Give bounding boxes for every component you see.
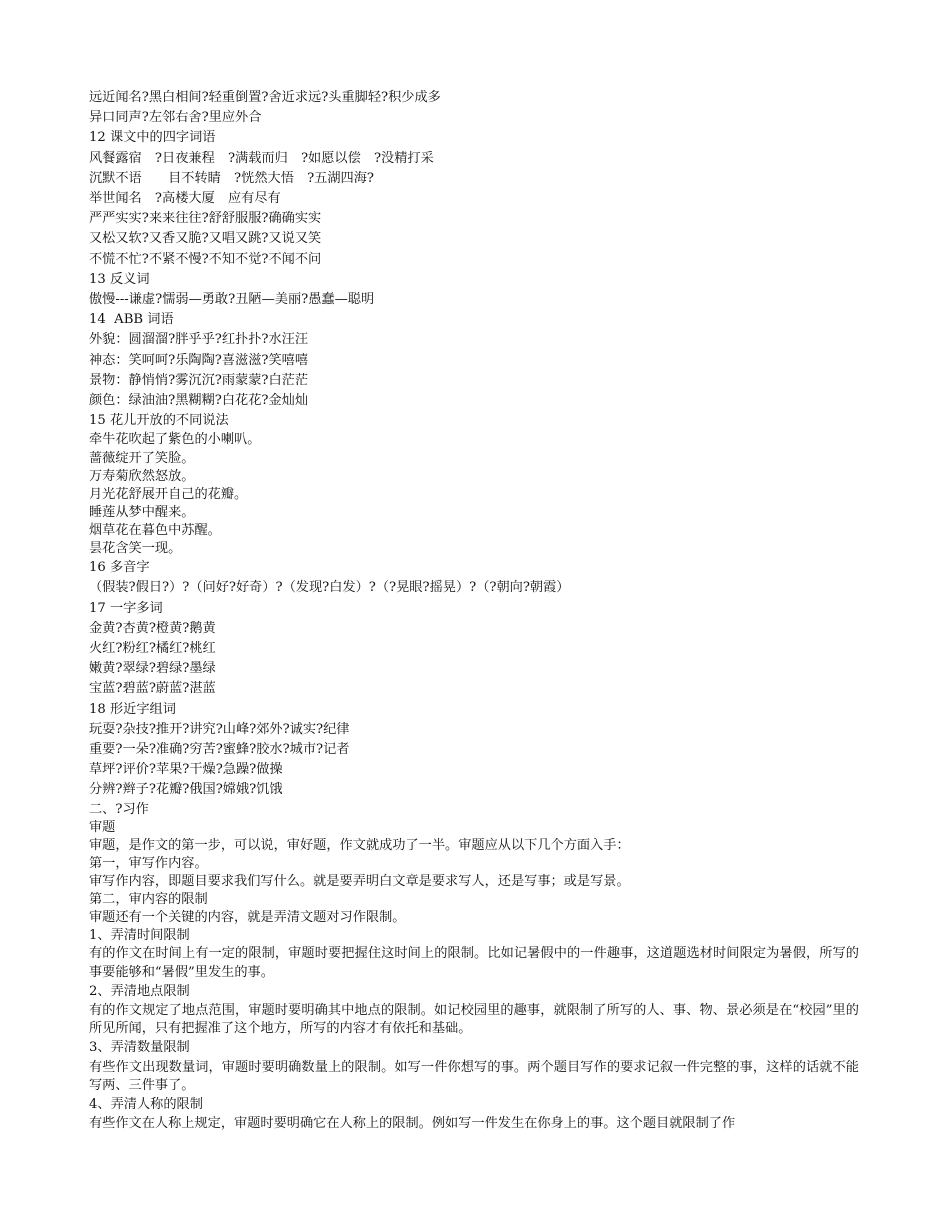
text-line: 月光花舒展开自己的花瓣。: [89, 486, 248, 502]
heading-person-limit: 4、弄清人称的限制: [89, 1096, 203, 1112]
text-line: 玩耍?杂技?推开?讲究?山峰?郊外?诚实?纪律: [89, 721, 350, 737]
text-line: 外貌：圆溜溜?胖乎乎?红扑扑?水汪汪: [89, 332, 309, 348]
text-line: 16 多音字: [89, 560, 150, 576]
text-line: 金黄?杏黄?橙黄?鹅黄: [89, 620, 216, 636]
text-line: 万寿菊欣然怒放。: [89, 468, 195, 484]
text-line: 颜色：绿油油?黑糊糊?白花花?金灿灿: [89, 393, 309, 409]
text-line: 草坪?评价?苹果?干燥?急躁?做操: [89, 762, 283, 778]
text-line: 景物：静悄悄?雾沉沉?雨蒙蒙?白茫茫: [89, 372, 309, 388]
text-line: 分辨?辫子?花瓣?俄国?嫦娥?饥饿: [89, 782, 283, 798]
text-line: 13 反义词: [89, 271, 150, 287]
heading-quantity-limit: 3、弄清数量限制: [89, 1040, 190, 1056]
text-line: 傲慢---谦虚?懦弱—勇敢?丑陋—美丽?愚蠢—聪明: [89, 292, 375, 308]
text-line: 审题，是作文的第一步，可以说，审好题，作文就成功了一半。审题应从以下几个方面入手：: [89, 837, 630, 853]
text-line: 又松又软?又香又脆?又唱又跳?又说又笑: [89, 231, 322, 247]
text-line: 宝蓝?碧蓝?蔚蓝?湛蓝: [89, 681, 216, 697]
paragraph-quantity-limit: 有些作文出现数量词，审题时要明确数量上的限制。如写一件你想写的事。两个题目写作的要求记叙一件完整的事，这样的话就不能写两、三件事了。: [89, 1059, 859, 1093]
paragraph-time-limit: 有的作文在时间上有一定的限制，审题时要把握住这时间上的限制。比如记暑假中的一件趣事，这道题选材时间限定为暑假，所写的事要能够和“暑假”里发生的事。: [89, 946, 859, 980]
text-line: 昙花含笑一现。: [89, 541, 182, 557]
text-line: 嫩黄?翠绿?碧绿?墨绿: [89, 661, 216, 677]
text-line: 审题还有一个关键的内容，就是弄清文题对习作限制。: [89, 910, 406, 926]
flower-sentences: [89, 431, 859, 558]
heading-place-limit: 2、弄清地点限制: [89, 983, 190, 999]
text-line: 蔷薇绽开了笑脸。: [89, 450, 195, 466]
paragraph-person-limit: 有些作文在人称上规定，审题时要明确它在人称上的限制。例如写一件发生在你身上的事。这个题目就限制了作: [89, 1116, 736, 1132]
text-line: 审写作内容，即题目要求我们写什么。就是要弄明白文章是要求写人，还是写事；或是写景。: [89, 873, 630, 889]
vocab-section-a: [89, 88, 859, 431]
text-line: 第二，审内容的限制: [89, 892, 208, 908]
text-line: 不慌不忙?不紧不慢?不知不觉?不闻不问: [89, 251, 322, 267]
text-line: 二、?习作: [89, 801, 149, 817]
paragraph-place-limit: 有的作文规定了地点范围，审题时要明确其中地点的限制。如记校园里的趣事，就限制了所写的人、事、物、景必须是在“校园”里的所见所闻，只有把握准了这个地方，所写的内容才有依托和基础。: [89, 1002, 859, 1037]
text-line: 12 课文中的四字词语: [89, 130, 216, 146]
text-line: 14 ABB 词语: [89, 312, 174, 328]
text-line: 18 形近字组词: [89, 701, 176, 717]
text-line: 重要?一朵?准确?穷苦?蜜蜂?胶水?城市?记者: [89, 741, 350, 757]
vocab-section-c: [89, 558, 859, 800]
text-line: 1、弄清时间限制: [89, 928, 190, 944]
text-line: 审题: [89, 819, 116, 835]
text-line: （假装?假日?）?（问好?好奇）?（发现?白发）?（?晃眼?摇晃）?（?朝向?朝霞）: [89, 580, 570, 596]
text-line: 烟草花在暮色中苏醒。: [89, 522, 221, 538]
writing-section: [89, 801, 859, 946]
text-line: 睡莲从梦中醒来。: [89, 504, 195, 520]
text-line: 第一，审写作内容。: [89, 855, 208, 871]
text-line: 严严实实?来来往往?舒舒服服?确确实实: [89, 211, 322, 227]
text-line: 17 一字多词: [89, 600, 163, 616]
text-line: 沉默不语 目不转睛 ?恍然大悟 ?五湖四海?: [89, 170, 374, 186]
text-line: 15 花儿开放的不同说法: [89, 413, 229, 429]
text-line: 牵牛花吹起了紫色的小喇叭。: [89, 432, 261, 448]
text-line: 神态：笑呵呵?乐陶陶?喜滋滋?笑嘻嘻: [89, 352, 309, 368]
text-line: 火红?粉红?橘红?桃红: [89, 640, 216, 656]
text-line: 风餐露宿 ?日夜兼程 ?满载而归 ?如愿以偿 ?没精打采: [89, 150, 434, 166]
text-line: 远近闻名?黑白相间?轻重倒置?舍近求远?头重脚轻?积少成多: [89, 90, 441, 105]
text-line: 异口同声?左邻右舍?里应外合: [89, 110, 262, 126]
document-page: [89, 88, 859, 1133]
text-line: 举世闻名 ?高楼大厦 应有尽有: [89, 191, 281, 207]
